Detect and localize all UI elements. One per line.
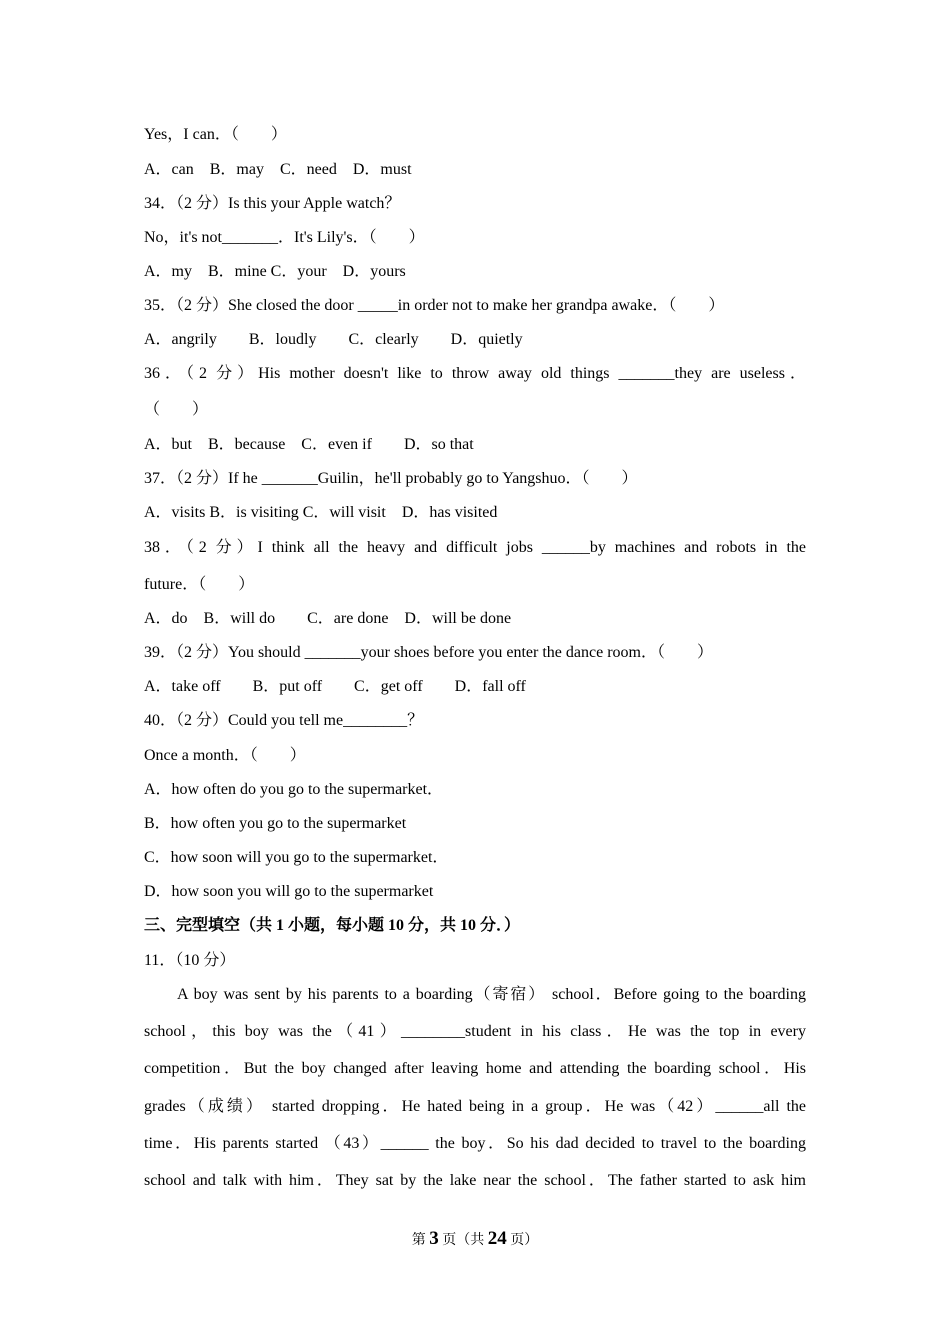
footer-suffix: 页） (506, 1233, 539, 1248)
total-pages: 24 (487, 1228, 507, 1249)
dialogue-line: No，it's not_______．It's Lily's．（ ） (144, 229, 425, 246)
question-38: 38．（2 分）I think all the heavy and difficult jobs ______by machines and robots in the (144, 539, 806, 556)
section-heading: 三、完型填空（共 1 小题，每小题 10 分，共 10 分．） (144, 917, 521, 934)
passage-line: A boy was sent by his parents to a boarding（寄宿） school．Before going to the boarding (177, 986, 806, 1003)
option-c: C．how soon will you go to the supermarket． (144, 849, 449, 866)
question-36: 36．（2 分）His mother doesn't like to throw away old things _______they are useless． (144, 365, 806, 382)
question-34: 34．（2 分）Is this your Apple watch？ (144, 195, 401, 212)
question-35: 35．（2 分）She closed the door _____in order not to make her grandpa awake．（ ） (144, 297, 725, 314)
options-line: A．but B．because C．even if D．so that (144, 436, 474, 453)
options-line: A．angrily B．loudly C．clearly D．quietly (144, 331, 523, 348)
passage-line: school，this boy was the（41）________student in his class．He was the top in every (144, 1023, 806, 1040)
options-line: A．take off B．put off C．get off D．fall off (144, 678, 526, 695)
option-a: A．how often do you go to the supermarket． (144, 781, 444, 798)
passage-line: school and talk with him．They sat by the lake near the school．The father started to ask him (144, 1172, 806, 1189)
options-line: A．do B．will do C．are done D．will be done (144, 610, 512, 627)
page-footer (0, 1228, 950, 1250)
options-line: A．visits B．is visiting C．will visit D．has visited (144, 504, 498, 521)
answer-bracket: （ ） (144, 401, 209, 418)
question-38-continued: future．（ ） (144, 576, 255, 593)
question-40: 40．（2 分）Could you tell me________？ (144, 712, 424, 729)
footer-prefix: 第 (411, 1233, 430, 1248)
question-39: 39．（2 分）You should _______your shoes before you enter the dance room．（ ） (144, 644, 713, 661)
dialogue-line: Once a month．（ ） (144, 747, 306, 764)
page-number: 3 (429, 1228, 439, 1249)
passage-line: time．His parents started （43）______ the boy．So his dad decided to travel to the boarding (144, 1135, 806, 1152)
option-b: B．how often you go to the supermarket (144, 815, 407, 832)
question-37: 37．（2 分）If he _______Guilin，he'll probably go to Yangshuo．（ ） (144, 470, 638, 487)
options-line: A．my B．mine C．your D．yours (144, 263, 406, 280)
passage-line: competition．But the boy changed after leaving home and attending the boarding school．His (144, 1060, 806, 1077)
dialogue-line: Yes，I can．（ ） (144, 126, 287, 143)
footer-middle: 页（共 (438, 1233, 488, 1248)
question-11: 11．（10 分） (144, 952, 236, 969)
passage-line: grades（成绩） started dropping．He hated being in a group．He was（42）______all the (144, 1098, 806, 1115)
options-line: A．can B．may C．need D．must (144, 161, 412, 178)
option-d: D．how soon you will go to the supermarket (144, 883, 434, 900)
